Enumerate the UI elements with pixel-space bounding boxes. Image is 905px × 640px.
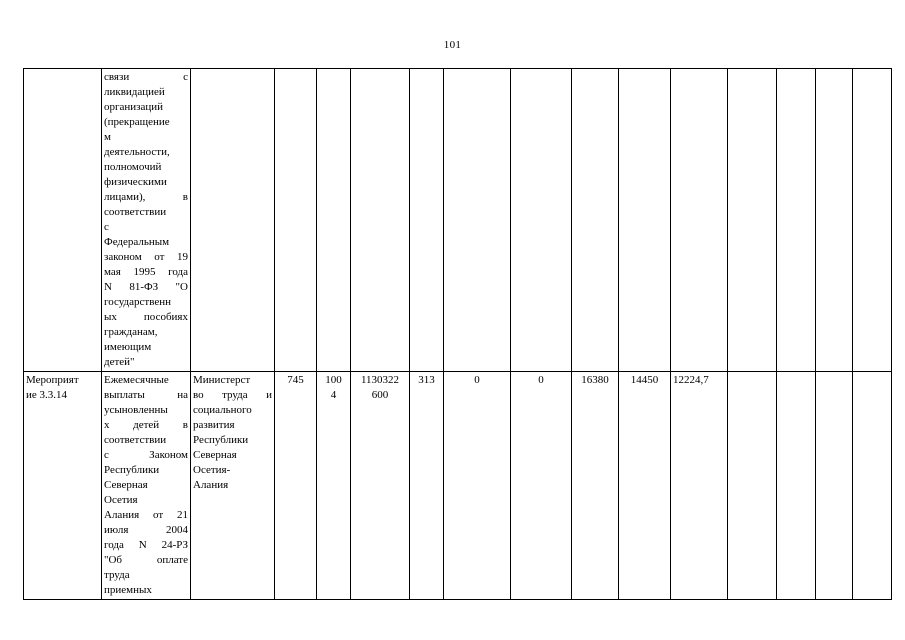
cell-text-line: труда	[104, 569, 130, 581]
cell-value	[777, 69, 816, 372]
cell-text-line: 100	[325, 374, 342, 386]
cell-text-line: Северная	[193, 449, 237, 461]
cell-text-line: социального	[193, 404, 252, 416]
cell-value	[511, 69, 572, 372]
cell-text-line: гражданам,	[104, 326, 158, 338]
cell-text-line: во труда и	[193, 389, 272, 401]
cell-text-line: связи с	[104, 71, 188, 83]
cell-value: 0	[511, 372, 572, 600]
cell-text-line: Мероприят	[26, 374, 79, 386]
cell-value: 0	[444, 372, 511, 600]
cell-text-line: Ежемесячные	[104, 374, 169, 386]
cell-text-line: приемных	[104, 584, 152, 596]
cell-text-line: ие 3.3.14	[26, 389, 68, 401]
cell-csr	[351, 372, 410, 600]
cell-text-line: Алания от 21	[104, 509, 188, 521]
cell-value	[444, 69, 511, 372]
cell-value	[572, 69, 619, 372]
cell-responsible	[191, 372, 275, 600]
cell-text-line: с Законом	[104, 449, 188, 461]
cell-text-line: Республики	[104, 464, 160, 476]
cell-measure-number	[24, 69, 102, 372]
cell-text-line: соответствии	[104, 434, 167, 446]
cell-value	[728, 372, 777, 600]
cell-text-line: Республики	[193, 434, 249, 446]
cell-measure-description	[102, 372, 191, 600]
cell-vr	[410, 69, 444, 372]
cell-text-line: развития	[193, 419, 235, 431]
cell-responsible	[191, 69, 275, 372]
cell-text-line: с	[104, 221, 109, 233]
cell-value	[853, 69, 892, 372]
cell-rzpr	[317, 69, 351, 372]
cell-text-line: года N 24-РЗ	[104, 539, 188, 551]
budget-table	[23, 68, 892, 600]
cell-value	[671, 69, 728, 372]
cell-text-line: ых пособиях	[104, 311, 188, 323]
cell-text-line: Федеральным	[104, 236, 170, 248]
cell-text-line: законом от 19	[104, 251, 188, 263]
page-number: 101	[443, 39, 462, 51]
cell-measure-number	[24, 372, 102, 600]
cell-text-line: усыновленны	[104, 404, 168, 416]
cell-value	[816, 69, 853, 372]
cell-text-line: (прекращение	[104, 116, 170, 128]
table-row	[24, 69, 892, 372]
cell-text-line: полномочий	[104, 161, 162, 173]
cell-text-line: 4	[330, 389, 337, 401]
cell-text-line: детей"	[104, 356, 135, 368]
cell-text-line: N 81-ФЗ "О	[104, 281, 188, 293]
cell-text-line: июля 2004	[104, 524, 188, 536]
cell-measure-description	[102, 69, 191, 372]
cell-value: 14450	[619, 372, 671, 600]
cell-vr: 313	[410, 372, 444, 600]
cell-text-line: мая 1995 года	[104, 266, 188, 278]
cell-grbs	[275, 69, 317, 372]
cell-text-line: Северная	[104, 479, 148, 491]
cell-grbs: 745	[275, 372, 317, 600]
cell-value	[777, 372, 816, 600]
cell-text-line: соответствии	[104, 206, 167, 218]
cell-text-line: выплаты на	[104, 389, 188, 401]
cell-rzpr	[317, 372, 351, 600]
cell-value	[728, 69, 777, 372]
cell-text-line: Осетия	[104, 494, 138, 506]
cell-text-line: имеющим	[104, 341, 152, 353]
cell-text-line: 600	[371, 389, 389, 401]
cell-value: 16380	[572, 372, 619, 600]
cell-text-line: Осетия-	[193, 464, 231, 476]
cell-text-line: Министерст	[193, 374, 251, 386]
cell-text-line: х детей в	[104, 419, 188, 431]
cell-text-line: деятельности,	[104, 146, 170, 158]
cell-text-line: "Об оплате	[104, 554, 188, 566]
cell-text-line: лицами), в	[104, 191, 188, 203]
cell-text-line: м	[104, 131, 111, 143]
cell-text-line: Алания	[193, 479, 229, 491]
cell-text-line: 1130322	[360, 374, 400, 386]
cell-value: 12224,7	[671, 372, 728, 600]
cell-value	[816, 372, 853, 600]
cell-value	[619, 69, 671, 372]
table-row	[24, 372, 892, 600]
cell-value	[853, 372, 892, 600]
cell-text-line: организаций	[104, 101, 164, 113]
cell-text-line: государственн	[104, 296, 172, 308]
cell-text-line: ликвидацией	[104, 86, 165, 98]
cell-csr	[351, 69, 410, 372]
cell-text-line: физическими	[104, 176, 167, 188]
